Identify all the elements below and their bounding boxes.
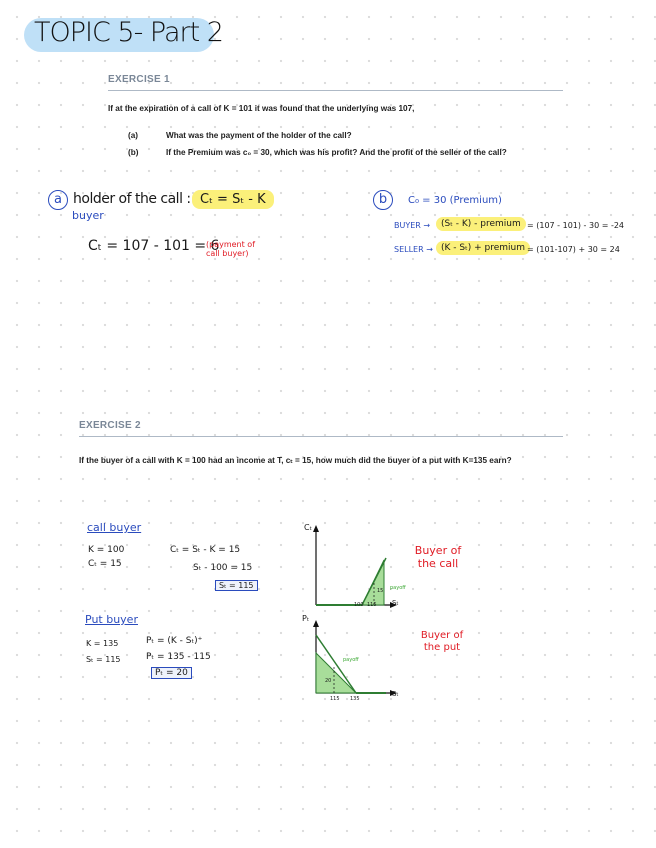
- call-formula-2: Sₜ - 100 = 15: [193, 563, 253, 573]
- call-graph-x-label: Sₜ: [392, 599, 399, 607]
- put-graph-x-label: Sₜ: [392, 690, 399, 698]
- call-graph-value: 15: [377, 588, 384, 594]
- answer-a-marker: a: [48, 190, 68, 210]
- put-graph-tick-1: 115: [330, 696, 340, 702]
- exercise-2-question: If the buyer of a call with K = 100 had an income at T, cₜ = 15, how much did the buyer of a put with K=135 earn?: [79, 456, 512, 465]
- put-k: K = 135: [86, 639, 119, 648]
- answer-a-calc: Cₜ = 107 - 101 = 6: [88, 238, 220, 254]
- exercise-1-item-b-text: If the Premium was c₀ = 30, which was his profit? And the profit of the seller of the call?: [166, 148, 507, 157]
- put-graph-tick-2: 135: [350, 696, 360, 702]
- answer-a-formula: Cₜ = Sₜ - K: [192, 190, 274, 209]
- answer-b-buyer-label: BUYER →: [394, 221, 431, 230]
- exercise-2-heading: EXERCISE 2: [79, 420, 141, 431]
- call-side-label: Buyer of the call: [414, 544, 462, 570]
- answer-b-marker: b: [373, 190, 393, 210]
- put-st: Sₜ = 115: [86, 655, 121, 664]
- put-formula-1: Pₜ = (K - Sₜ)⁺: [146, 636, 203, 646]
- exercise-1-item-a-label: (a): [128, 131, 139, 140]
- put-graph-value: 20: [325, 678, 332, 684]
- answer-b-buyer-formula: (Sₜ - K) - premium: [436, 217, 526, 231]
- put-side-label: Buyer of the put: [420, 630, 464, 653]
- answer-b-seller-calc: = (101-107) + 30 = 24: [527, 245, 620, 254]
- exercise-1-item-a-text: What was the payment of the holder of the call?: [166, 131, 352, 140]
- put-graph-y-arrow: [313, 620, 319, 627]
- call-result: Sₜ = 115: [215, 580, 258, 591]
- answer-b-buyer-calc: = (107 - 101) - 30 = -24: [527, 221, 625, 230]
- call-ct: Cₜ = 15: [88, 559, 122, 569]
- answer-b-seller-label: SELLER →: [394, 245, 433, 254]
- answer-a-note: (payment of call buyer): [206, 240, 256, 258]
- call-k: K = 100: [88, 545, 125, 555]
- put-buyer-title: Put buyer: [85, 613, 138, 626]
- call-graph-y-label: Cₜ: [304, 523, 312, 532]
- exercise-1-rule: [108, 90, 563, 91]
- answer-a-buyer: buyer: [72, 209, 104, 222]
- put-graph-y-label: Pₜ: [302, 614, 310, 623]
- exercise-1-question: If at the expiration of a call of K = 101 it was found that the underlying was 107,: [108, 104, 415, 113]
- call-graph-tick-2: 115: [367, 602, 377, 608]
- call-buyer-title: call buyer: [87, 521, 142, 534]
- put-graph-payoff-label: payoff: [343, 657, 359, 663]
- call-formula-1: Cₜ = Sₜ - K = 15: [170, 545, 241, 555]
- exercise-1-heading: EXERCISE 1: [108, 74, 170, 85]
- put-result: Pₜ = 20: [151, 667, 192, 679]
- call-graph-payoff-label: payoff: [390, 585, 406, 591]
- page-title: TOPIC 5- Part 2: [34, 17, 223, 48]
- exercise-2-rule: [79, 436, 563, 437]
- exercise-1-item-b-label: (b): [128, 148, 139, 157]
- answer-a-line1: holder of the call :: [73, 191, 191, 207]
- answer-b-seller-formula: (K - Sₜ) + premium: [436, 241, 530, 255]
- answer-b-premium: C₀ = 30 (Premium): [408, 195, 502, 206]
- put-formula-2: Pₜ = 135 - 115: [146, 652, 211, 662]
- call-graph-tick-1: 100: [354, 602, 364, 608]
- call-graph-y-arrow: [313, 525, 319, 532]
